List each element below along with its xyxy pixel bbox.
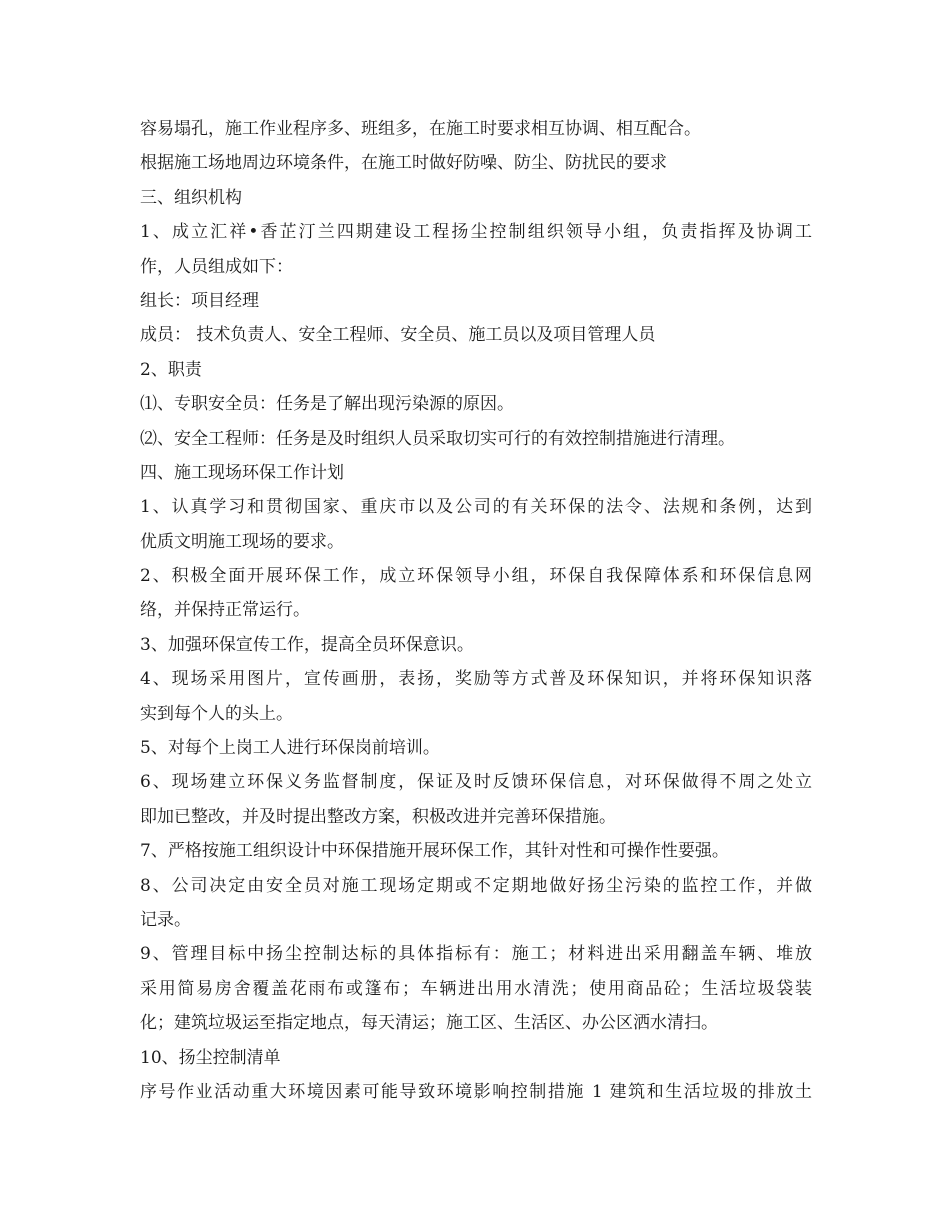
text-line: 采用简易房舍覆盖花雨布或篷布；车辆进出用水清洗；使用商品砼；生活垃圾袋装 (140, 978, 812, 999)
text-line: 2、职责 (140, 359, 202, 380)
text-line: 1、成立汇祥•香芷汀兰四期建设工程扬尘控制组织领导小组，负责指挥及协调工 (140, 222, 812, 243)
text-line: 络，并保持正常运行。 (140, 600, 310, 621)
text-line: 序号作业活动重大环境因素可能导致环境影响控制措施 1 建筑和生活垃圾的排放土 (140, 1081, 812, 1102)
text-line: 根据施工场地周边环境条件，在施工时做好防噪、防尘、防扰民的要求 (140, 153, 667, 174)
text-line: 化；建筑垃圾运至指定地点，每天清运；施工区、生活区、办公区洒水清扫。 (140, 1013, 718, 1034)
section-heading: 三、组织机构 (140, 187, 242, 208)
text-line: 组长：项目经理 (140, 290, 259, 311)
text-line: ⑴、专职安全员：任务是了解出现污染源的原因。 (140, 394, 514, 415)
text-line: 4、现场采用图片，宣传画册，表扬，奖励等方式普及环保知识，并将环保知识落 (140, 669, 812, 690)
text-line: 优质文明施工现场的要求。 (140, 531, 344, 552)
text-line: 3、加强环保宣传工作，提高全员环保意识。 (140, 634, 474, 655)
text-line: 即加已整改，并及时提出整改方案，积极改进并完善环保措施。 (140, 806, 616, 827)
text-line: 8、公司决定由安全员对施工现场定期或不定期地做好扬尘污染的监控工作，并做 (140, 875, 812, 896)
document-page (140, 112, 812, 1109)
text-line: 1、认真学习和贯彻国家、重庆市以及公司的有关环保的法令、法规和条例，达到 (140, 497, 812, 518)
text-line: 5、对每个上岗工人进行环保岗前培训。 (140, 738, 440, 759)
text-line: 7、严格按施工组织设计中环保措施开展环保工作，其针对性和可操作性要强。 (140, 841, 729, 862)
text-line: ⑵、安全工程师：任务是及时组织人员采取切实可行的有效控制措施进行清理。 (140, 428, 735, 449)
text-line: 9、管理目标中扬尘控制达标的具体指标有：施工；材料进出采用翻盖车辆、堆放 (140, 944, 812, 965)
text-line: 6、现场建立环保义务监督制度，保证及时反馈环保信息，对环保做得不周之处立 (140, 772, 812, 793)
text-line: 成员： 技术负责人、安全工程师、安全员、施工员以及项目管理人员 (140, 325, 656, 346)
text-line: 作，人员组成如下： (140, 256, 293, 277)
text-line: 实到每个人的头上。 (140, 703, 293, 724)
text-line: 容易塌孔，施工作业程序多、班组多，在施工时要求相互协调、相互配合。 (140, 119, 701, 139)
text-line: 10、扬尘控制清单 (140, 1047, 281, 1068)
section-heading: 四、施工现场环保工作计划 (140, 462, 344, 483)
text-line: 记录。 (140, 909, 191, 930)
text-line: 2、积极全面开展环保工作，成立环保领导小组，环保自我保障体系和环保信息网 (140, 566, 812, 587)
